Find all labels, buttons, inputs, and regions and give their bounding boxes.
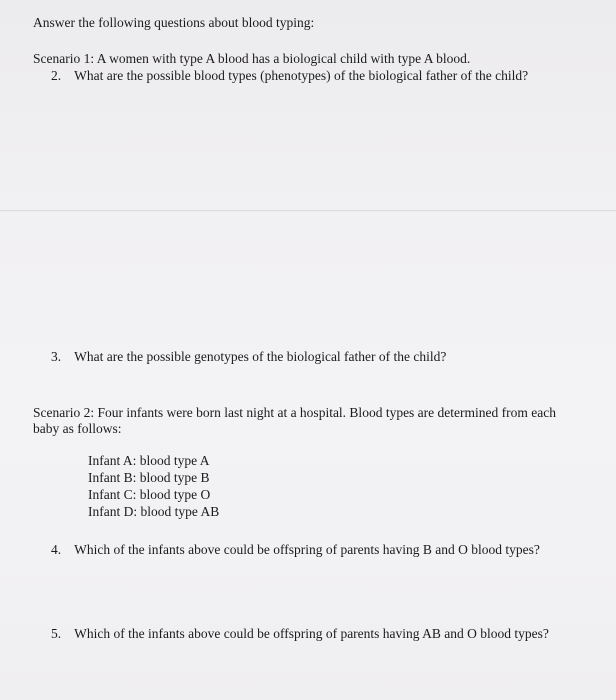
question-3 [51, 348, 446, 365]
question-2-text: What are the possible blood types (phenotypes) of the biological father of the child? [74, 68, 529, 83]
scenario-2-line-2: baby as follows: [33, 421, 122, 436]
infant-a: Infant A: blood type A [88, 453, 210, 468]
question-5 [51, 625, 549, 642]
infant-d: Infant D: blood type AB [88, 504, 220, 519]
question-3-text: What are the possible genotypes of the biological father of the child? [74, 349, 447, 364]
question-4-number: 4. [51, 542, 62, 557]
scenario-2-line-1: Scenario 2: Four infants were born last night at a hospital. Blood types are determined from each [33, 405, 556, 420]
paper-fold-line [0, 210, 616, 212]
question-4 [51, 541, 540, 558]
scenario-1-text: Scenario 1: A women with type A blood has a biological child with type A blood. [33, 51, 471, 66]
question-2-number: 2. [51, 68, 62, 83]
question-4-text: Which of the infants above could be offspring of parents having B and O blood types? [74, 542, 540, 557]
infant-b: Infant B: blood type B [88, 470, 210, 485]
question-2 [51, 67, 528, 84]
question-5-text: Which of the infants above could be offspring of parents having AB and O blood types? [74, 626, 549, 641]
instructions-heading: Answer the following questions about blood typing: [33, 15, 315, 30]
question-3-number: 3. [51, 349, 62, 364]
infant-c: Infant C: blood type O [88, 487, 211, 502]
question-5-number: 5. [51, 626, 62, 641]
